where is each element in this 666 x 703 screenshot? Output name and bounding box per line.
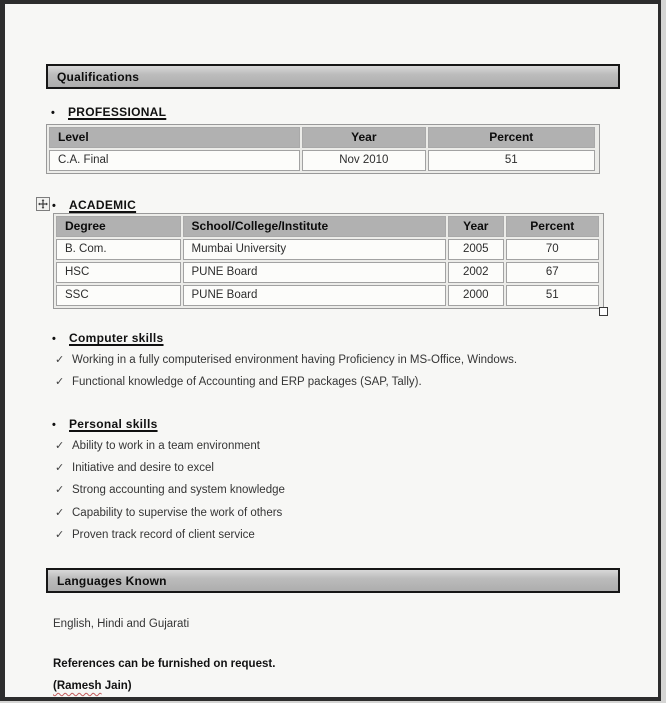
academic-cell-percent: 67 — [506, 262, 599, 283]
signature-name-misspelled: (Ramesh — [53, 680, 102, 692]
academic-heading-label: ACADEMIC — [69, 198, 137, 212]
academic-header-school: School/College/Institute — [183, 216, 446, 237]
personal-skill-item — [55, 461, 214, 474]
academic-cell-year: 2000 — [448, 285, 504, 306]
qualifications-section-bar — [46, 64, 620, 89]
personal-skill-item — [55, 483, 285, 496]
references-line: References can be furnished on request. — [53, 658, 276, 670]
computer-skills-heading — [52, 331, 164, 345]
personal-skill-text: Ability to work in a team environment — [72, 440, 260, 452]
professional-cell-level: C.A. Final — [49, 150, 300, 171]
check-icon: ✓ — [55, 507, 65, 519]
computer-skill-item — [55, 353, 517, 366]
personal-skill-item — [55, 439, 260, 452]
academic-cell-school: Mumbai University — [183, 239, 446, 260]
check-icon: ✓ — [55, 484, 65, 496]
bullet-icon: • — [52, 333, 56, 345]
personal-skill-text: Proven track record of client service — [72, 529, 255, 541]
professional-heading-label: PROFESSIONAL — [68, 105, 167, 119]
personal-skills-heading — [52, 417, 158, 431]
academic-header-year: Year — [448, 216, 504, 237]
academic-cell-percent: 51 — [506, 285, 599, 306]
check-icon: ✓ — [55, 376, 65, 388]
professional-table — [46, 124, 600, 174]
professional-table-grid — [47, 125, 597, 173]
professional-header-row — [49, 127, 595, 148]
computer-skill-text: Working in a fully computerised environment having Proficiency in MS-Office, Windows. — [72, 354, 518, 366]
academic-cell-school: PUNE Board — [183, 262, 446, 283]
academic-heading — [52, 198, 136, 212]
personal-skills-heading-label: Personal skills — [69, 417, 158, 431]
qualifications-section-title: Qualifications — [57, 69, 140, 84]
bullet-icon: • — [51, 107, 55, 119]
academic-row-hsc — [56, 262, 599, 283]
academic-header-percent: Percent — [506, 216, 599, 237]
personal-skill-text: Initiative and desire to excel — [72, 462, 214, 474]
academic-cell-year: 2005 — [448, 239, 504, 260]
signature-name-rest: Jain) — [101, 680, 132, 692]
academic-row-bcom — [56, 239, 599, 260]
academic-cell-year: 2002 — [448, 262, 504, 283]
professional-cell-percent: 51 — [428, 150, 595, 171]
languages-value: English, Hindi and Gujarati — [53, 618, 190, 630]
academic-header-row — [56, 216, 599, 237]
table-resize-handle-icon[interactable] — [599, 307, 608, 316]
professional-header-level: Level — [49, 127, 300, 148]
professional-cell-year: Nov 2010 — [302, 150, 425, 171]
computer-skill-item — [55, 375, 422, 388]
academic-row-ssc — [56, 285, 599, 306]
academic-cell-degree: SSC — [56, 285, 181, 306]
check-icon: ✓ — [55, 529, 65, 541]
computer-skills-heading-label: Computer skills — [69, 331, 164, 345]
check-icon: ✓ — [55, 440, 65, 452]
languages-section-bar — [46, 568, 620, 593]
professional-heading — [51, 105, 166, 119]
academic-table-grid — [54, 214, 601, 308]
professional-row-ca-final — [49, 150, 595, 171]
academic-cell-percent: 70 — [506, 239, 599, 260]
personal-skill-item — [55, 528, 255, 541]
personal-skill-item — [55, 506, 282, 519]
four-way-arrow-icon — [38, 199, 48, 209]
academic-table — [53, 213, 604, 309]
table-move-handle-icon[interactable] — [36, 197, 50, 211]
professional-header-year: Year — [302, 127, 425, 148]
computer-skill-text: Functional knowledge of Accounting and ERP packages (SAP, Tally). — [72, 376, 422, 388]
professional-header-percent: Percent — [428, 127, 595, 148]
languages-section-title: Languages Known — [57, 573, 167, 588]
bullet-icon: • — [52, 419, 56, 431]
personal-skill-text: Strong accounting and system knowledge — [72, 484, 285, 496]
check-icon: ✓ — [55, 354, 65, 366]
academic-cell-school: PUNE Board — [183, 285, 446, 306]
bullet-icon: • — [52, 200, 56, 212]
academic-cell-degree: HSC — [56, 262, 181, 283]
academic-header-degree: Degree — [56, 216, 181, 237]
academic-cell-degree: B. Com. — [56, 239, 181, 260]
check-icon: ✓ — [55, 462, 65, 474]
signature-line — [53, 680, 132, 692]
personal-skill-text: Capability to supervise the work of others — [72, 507, 283, 519]
